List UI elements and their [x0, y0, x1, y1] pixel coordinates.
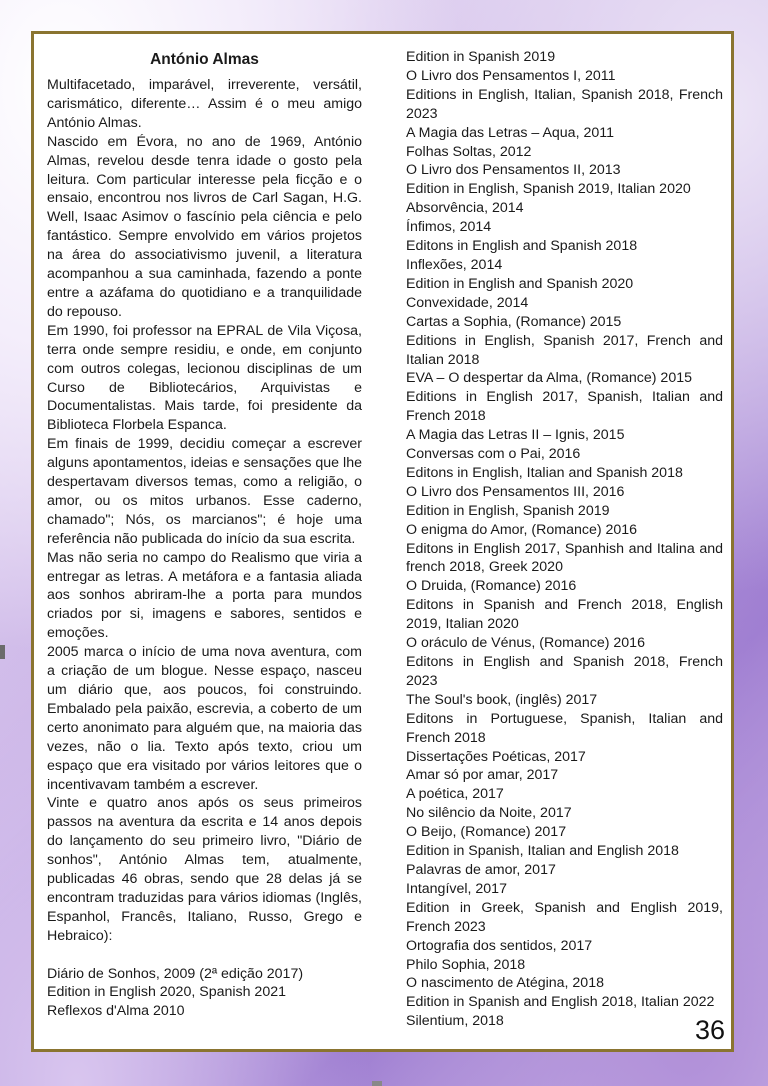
list-item: Dissertações Poéticas, 2017 — [406, 748, 586, 765]
list-item: A Magia das Letras II – Ignis, 2015 — [406, 427, 625, 444]
list-item: EVA – O despertar da Alma, (Romance) 2015 — [406, 370, 692, 387]
list-item: Edition in Spanish 2019 — [406, 49, 556, 65]
spacer — [47, 946, 362, 965]
list-item: Editons in Spanish and French 2018, English 2019, Italian 2020 — [406, 597, 723, 633]
side-marker — [0, 645, 5, 659]
list-item: Cartas a Sophia, (Romance) 2015 — [406, 313, 622, 330]
list-item: Reflexos d'Alma 2010 — [47, 1003, 185, 1020]
list-item: O Livro dos Pensamentos III, 2016 — [406, 483, 625, 500]
list-item: Convexidade, 2014 — [406, 294, 529, 311]
page-number: 36 — [694, 1015, 725, 1045]
paragraph: Mas não seria no campo do Realismo que viria a entregar as letras. A metáfora e a fantasia aliada aos sonhos abriram-lhe a porta para mundos criados por si, imagens e sabores, sentidos e emoções. — [47, 549, 362, 642]
list-item: Silentium, 2018 — [406, 1013, 504, 1030]
list-item: O enigma do Amor, (Romance) 2016 — [406, 521, 638, 538]
page-frame — [31, 31, 734, 1052]
list-item: Conversas com o Pai, 2016 — [406, 446, 581, 463]
list-item: A Magia das Letras – Aqua, 2011 — [406, 124, 614, 141]
list-item: O oráculo de Vénus, (Romance) 2016 — [406, 635, 645, 652]
list-item: Editions in English, Italian, Spanish 2018, French 2023 — [406, 86, 723, 122]
paragraph: Em 1990, foi professor na EPRAL de Vila Viçosa, terra onde sempre residiu, e onde, em conjunto com outros colegas, lecionou disciplinas de um Curso de Bibliotecários, Arquivistas e Documentalistas. Mais tarde, foi presidente da Biblioteca Florbela Espanca. — [47, 322, 362, 434]
paragraph: Em finais de 1999, decidiu começar a escrever alguns apontamentos, ideias e sensações que lhe despertavam diversos temas, como a religião, o amor, ou os mitos urbanos. Esse caderno, chamado"; Nós, os marcianos"; é hoje uma referência não publicada do início da sua escrita. — [47, 436, 362, 547]
list-item: Philo Sophia, 2018 — [406, 956, 526, 973]
list-item: Edition in Spanish and English 2018, Italian 2022 — [406, 994, 715, 1011]
list-item: O Beijo, (Romance) 2017 — [406, 824, 567, 841]
list-item: Edition in English 2020, Spanish 2021 — [47, 984, 286, 1001]
list-item: Editons in Portuguese, Spanish, Italian and French 2018 — [406, 710, 723, 746]
paragraph: Vinte e quatro anos após os seus primeiros passos na aventura da escrita e 14 anos depois do lançamento do seu primeiro livro, "Diário de sonhos", António Almas tem, atualmente, publicadas 46 obras, sendo que 28 delas já se encontram traduzidas para vários idiomas (Inglês, Espanhol, Francês, Italiano, Russo, Grego e Hebraico): — [47, 795, 362, 944]
list-item: Ínfimos, 2014 — [406, 219, 492, 236]
list-item: Folhas Soltas, 2012 — [406, 143, 532, 160]
list-item: Edition in English, Spanish 2019 — [406, 502, 610, 519]
list-item: The Soul's book, (inglês) 2017 — [406, 691, 598, 708]
list-item: Edition in English and Spanish 2020 — [406, 275, 634, 292]
list-item: Inflexões, 2014 — [406, 256, 503, 273]
list-item: Diário de Sonhos, 2009 (2ª edição 2017) — [47, 965, 304, 982]
list-item: Editons in English and Spanish 2018 — [406, 238, 638, 255]
list-item: Editions in English 2017, Spanish, Italian and French 2018 — [406, 389, 723, 425]
list-item: Editions in English, Spanish 2017, French and Italian 2018 — [406, 332, 723, 368]
list-item: Amar só por amar, 2017 — [406, 767, 559, 784]
article-title: António Almas — [150, 51, 259, 68]
list-item: O nascimento de Atégina, 2018 — [406, 975, 604, 992]
list-item: Edition in Greek, Spanish and English 2019, French 2023 — [406, 899, 723, 935]
list-item: Editons in English 2017, Spanhish and Italina and french 2018, Greek 2020 — [406, 540, 723, 576]
list-item: No silêncio da Noite, 2017 — [406, 805, 572, 822]
left-column — [47, 50, 362, 1021]
paragraph: Multifacetado, imparável, irreverente, versátil, carismático, diferente… Assim é o meu amigo António Almas. — [47, 77, 362, 131]
paragraph: 2005 marca o início de uma nova aventura, com a criação de um blogue. Nesse espaço, nasceu um diário que, aos poucos, foi construindo. Embalado pela paixão, escrevia, a coberto de um certo anonimato para alguém que, na maioria das vezes, não o lia. Texto após texto, criou um espaço que era visitado por vários leitores que o incentivavam também a escrever. — [47, 644, 362, 793]
list-item: O Druida, (Romance) 2016 — [406, 578, 577, 595]
list-item: Edition in English, Spanish 2019, Italian 2020 — [406, 181, 691, 198]
list-item: Editons in English and Spanish 2018, French 2023 — [406, 654, 723, 689]
list-item: Absorvência, 2014 — [406, 200, 524, 217]
list-item: Intangível, 2017 — [406, 880, 507, 897]
list-item: O Livro dos Pensamentos II, 2013 — [406, 162, 621, 179]
bottom-marker — [372, 1081, 382, 1086]
list-item: Palavras de amor, 2017 — [406, 861, 556, 878]
list-item: A poética, 2017 — [406, 786, 504, 803]
list-item: Editons in English, Italian and Spanish 2018 — [406, 464, 683, 481]
paragraph: Nascido em Évora, no ano de 1969, António Almas, revelou desde tenra idade o gosto pela leitura. Com particular interesse pela ficção e o ensaio, encontrou nos livros de Carl Sagan, H.G. Well, Isaac Asimov o fascínio pela ciência e pelo fantástico. Sempre envolvido em vários projetos na área do associativismo juvenil, a literatura acompanhou a sua caminhada, fazendo a ponte entre a azáfama do quotidiano e a tranquilidade do repouso. — [47, 133, 362, 320]
list-item: O Livro dos Pensamentos I, 2011 — [406, 67, 616, 84]
list-item: Ortografia dos sentidos, 2017 — [406, 937, 593, 954]
list-item: Edition in Spanish, Italian and English 2018 — [406, 843, 679, 860]
right-column — [406, 48, 723, 1031]
